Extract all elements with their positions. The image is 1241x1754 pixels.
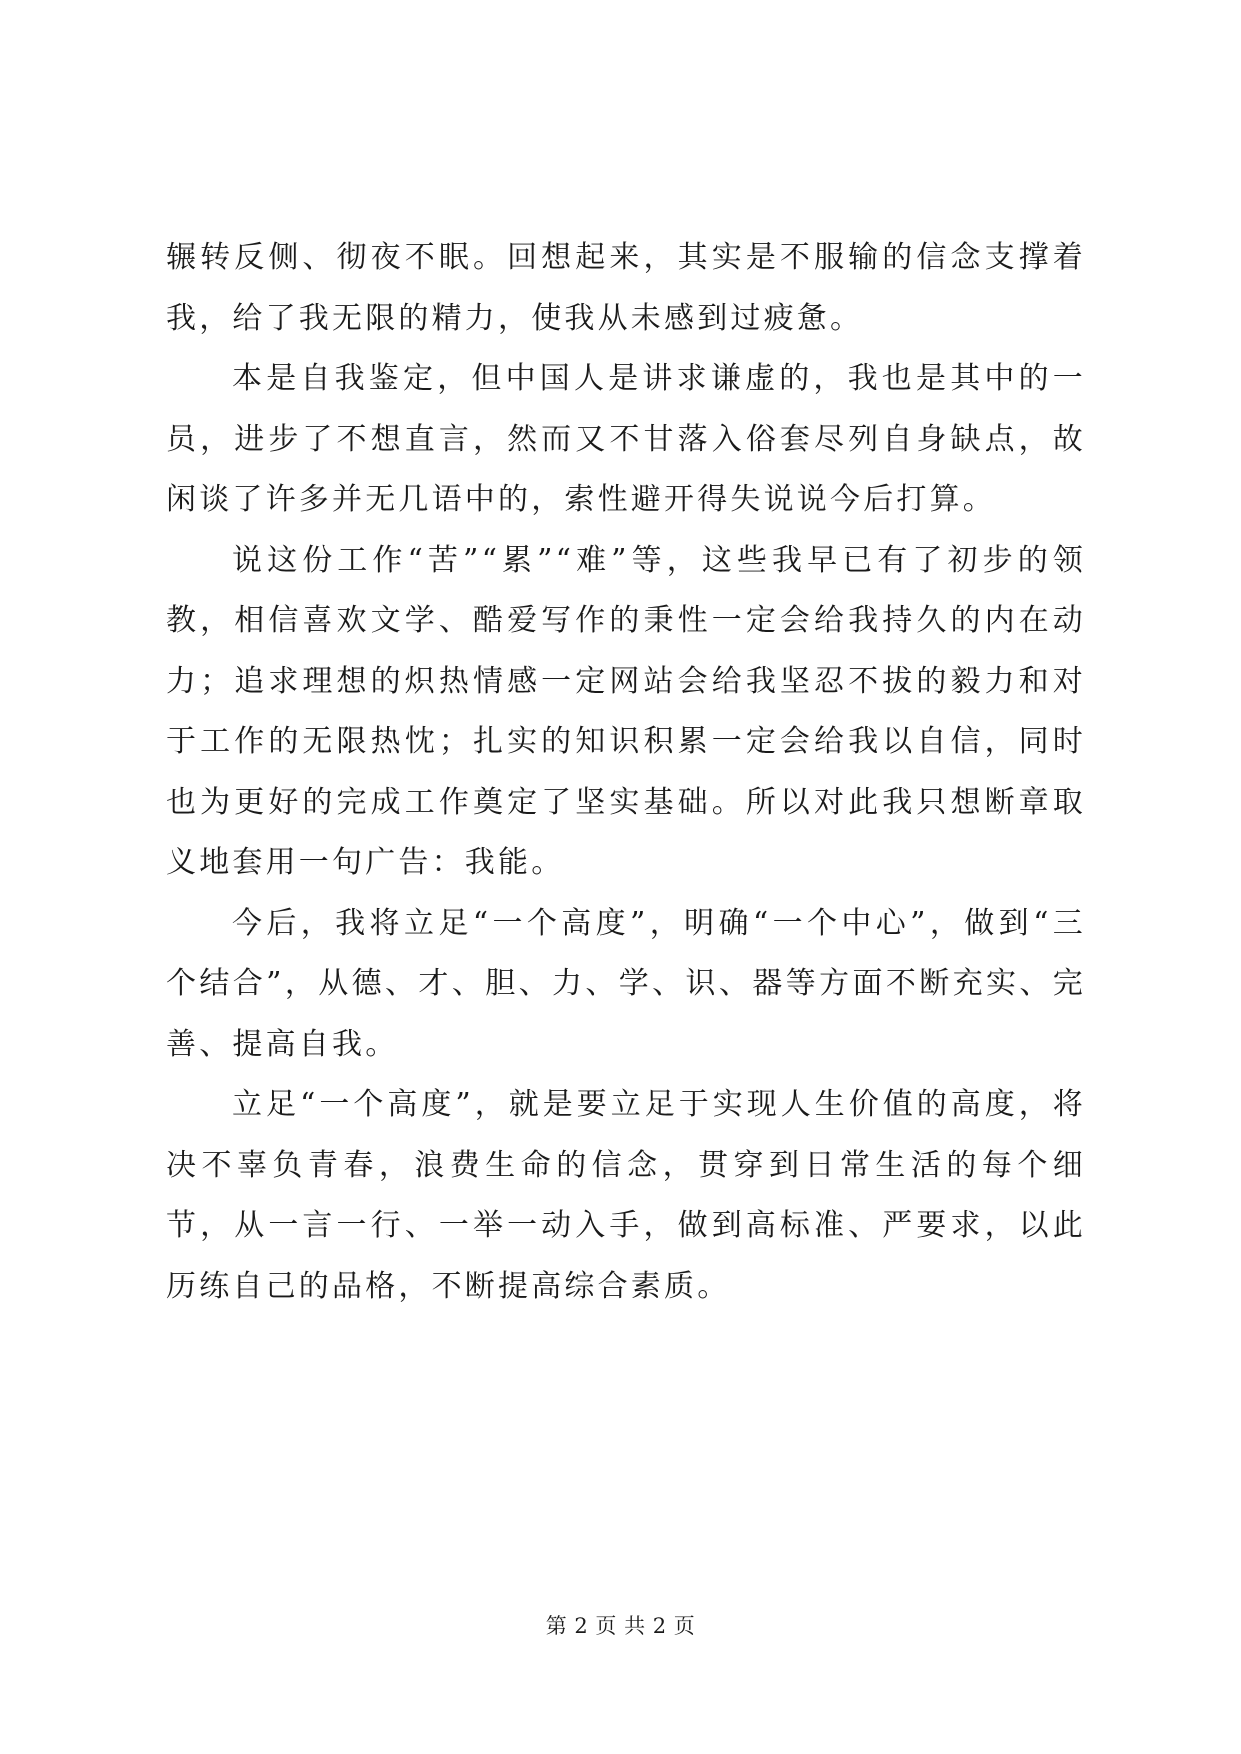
paragraph-5: 立足“一个高度”，就是要立足于实现人生价值的高度，将决不辜负青春，浪费生命的信念，贯穿到日常生活的每个细节，从一言一行、一举一动入手，做到高标准、严要求，以此历练自己的品格，不断提高综合素质。 [166,1087,1086,1304]
paragraph-3: 说这份工作“苦”“累”“难”等，这些我早已有了初步的领教，相信喜欢文学、酷爱写作的秉性一定会给我持久的内在动力；追求理想的炽热情感一定网站会给我坚忍不拔的毅力和对于工作的无限热忱；扎实的知识积累一定会给我以自信，同时也为更好的完成工作奠定了坚实基础。所以对此我只想断章取义地套用一句广告：我能。 [166,542,1086,880]
document-body [166,228,1086,1317]
page-number-footer: 第 2 页 共 2 页 [545,1614,696,1638]
paragraph-4: 今后，我将立足“一个高度”，明确“一个中心”，做到“三个结合”，从德、才、胆、力、学、识、器等方面不断充实、完善、提高自我。 [166,905,1086,1062]
paragraph-2: 本是自我鉴定，但中国人是讲求谦虚的，我也是其中的一员，进步了不想直言，然而又不甘落入俗套尽列自身缺点，故闲谈了许多并无几语中的，索性避开得失说说今后打算。 [166,361,1086,517]
paragraph-1: 辗转反侧、彻夜不眠。回想起来，其实是不服输的信念支撑着我，给了我无限的精力，使我从未感到过疲惫。 [166,240,1086,336]
